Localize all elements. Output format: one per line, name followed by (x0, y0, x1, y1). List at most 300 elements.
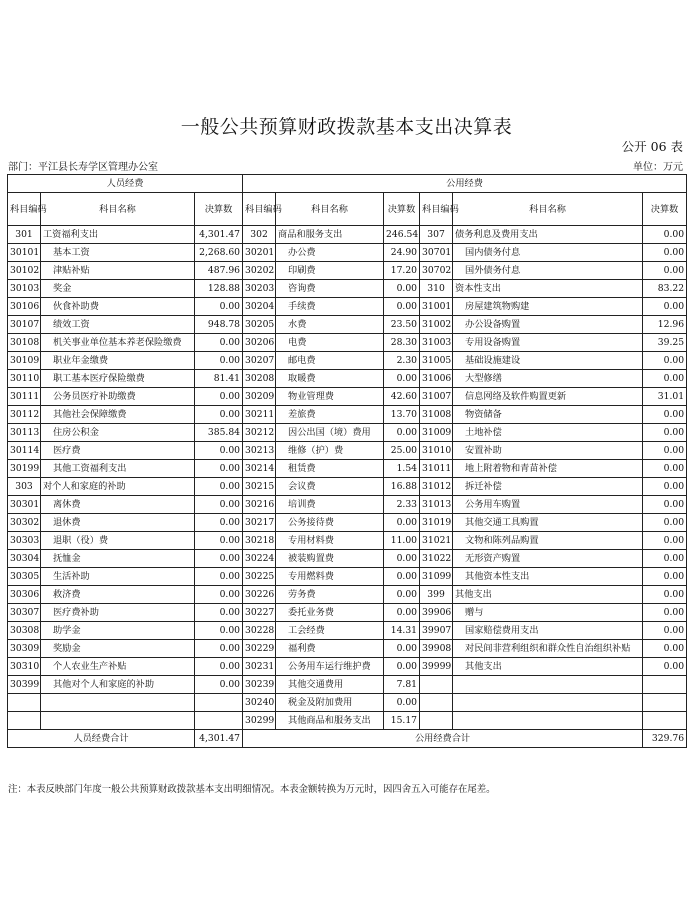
amount-cell: 0.00 (643, 262, 687, 280)
amount-cell: 0.00 (643, 568, 687, 586)
name-cell: 税金及附加费用 (276, 694, 384, 712)
amount-cell: 2,268.60 (195, 244, 243, 262)
name-cell: 拆迁补偿 (453, 478, 643, 496)
table-row (8, 226, 687, 244)
name-cell: 其他资本性支出 (453, 568, 643, 586)
code-cell: 31011 (420, 460, 453, 478)
amount-cell: 0.00 (643, 406, 687, 424)
amount-cell: 15.17 (384, 712, 420, 730)
table-row (8, 712, 687, 730)
code-cell: 30208 (243, 370, 276, 388)
table-row (8, 568, 687, 586)
name-cell: 国内债务付息 (453, 244, 643, 262)
code-cell: 30304 (8, 550, 41, 568)
code-cell: 31010 (420, 442, 453, 460)
amount-cell: 0.00 (195, 622, 243, 640)
name-cell: 其他支出 (453, 586, 643, 604)
amount-cell: 0.00 (195, 388, 243, 406)
code-cell: 30214 (243, 460, 276, 478)
name-cell: 对个人和家庭的补助 (41, 478, 195, 496)
amount-cell: 0.00 (384, 640, 420, 658)
table-row (8, 424, 687, 442)
amount-cell: 0.00 (643, 586, 687, 604)
code-cell: 30112 (8, 406, 41, 424)
name-cell: 退职（役）费 (41, 532, 195, 550)
amount-cell: 0.00 (384, 280, 420, 298)
amount-cell: 0.00 (643, 658, 687, 676)
name-cell: 办公设备购置 (453, 316, 643, 334)
name-cell: 租赁费 (276, 460, 384, 478)
code-cell: 30303 (8, 532, 41, 550)
amount-cell: 0.00 (643, 532, 687, 550)
amount-cell: 7.81 (384, 676, 420, 694)
name-cell: 其他社会保障缴费 (41, 406, 195, 424)
name-cell: 专用设备购置 (453, 334, 643, 352)
code-cell: 31008 (420, 406, 453, 424)
name-cell (453, 694, 643, 712)
header-code: 科目编码 (420, 193, 453, 226)
code-cell: 31007 (420, 388, 453, 406)
amount-cell: 385.84 (195, 424, 243, 442)
name-cell: 办公费 (276, 244, 384, 262)
table-row (8, 262, 687, 280)
code-cell: 31021 (420, 532, 453, 550)
code-cell: 30217 (243, 514, 276, 532)
table-row (8, 316, 687, 334)
table-row (8, 496, 687, 514)
amount-cell: 4,301.47 (195, 226, 243, 244)
total-row (8, 730, 687, 748)
amount-cell: 0.00 (195, 406, 243, 424)
amount-cell: 0.00 (195, 658, 243, 676)
code-cell: 30228 (243, 622, 276, 640)
code-cell: 303 (8, 478, 41, 496)
code-cell: 301 (8, 226, 41, 244)
code-cell: 31012 (420, 478, 453, 496)
amount-cell: 0.00 (643, 298, 687, 316)
amount-cell: 14.31 (384, 622, 420, 640)
name-cell: 医疗费补助 (41, 604, 195, 622)
code-cell: 30203 (243, 280, 276, 298)
code-cell: 30216 (243, 496, 276, 514)
name-cell: 医疗费 (41, 442, 195, 460)
code-cell: 30199 (8, 460, 41, 478)
amount-cell: 0.00 (384, 586, 420, 604)
name-cell (453, 676, 643, 694)
table-row (8, 352, 687, 370)
name-cell: 住房公积金 (41, 424, 195, 442)
name-cell: 物业管理费 (276, 388, 384, 406)
code-cell: 30239 (243, 676, 276, 694)
header-name: 科目名称 (41, 193, 195, 226)
name-cell: 对民间非营利组织和群众性自治组织补贴 (453, 640, 643, 658)
name-cell: 绩效工资 (41, 316, 195, 334)
name-cell: 工会经费 (276, 622, 384, 640)
name-cell: 退休费 (41, 514, 195, 532)
table-row (8, 622, 687, 640)
name-cell: 邮电费 (276, 352, 384, 370)
amount-cell: 0.00 (195, 496, 243, 514)
name-cell: 职业年金缴费 (41, 352, 195, 370)
code-cell: 30307 (8, 604, 41, 622)
section-header-row (8, 175, 687, 193)
name-cell: 水费 (276, 316, 384, 334)
amount-cell: 0.00 (195, 568, 243, 586)
header-amount: 决算数 (384, 193, 420, 226)
name-cell: 个人农业生产补贴 (41, 658, 195, 676)
table-row (8, 514, 687, 532)
amount-cell: 39.25 (643, 334, 687, 352)
amount-cell (195, 694, 243, 712)
code-cell: 31019 (420, 514, 453, 532)
code-cell: 30111 (8, 388, 41, 406)
name-cell: 其他交通工具购置 (453, 514, 643, 532)
name-cell (41, 694, 195, 712)
amount-cell: 0.00 (195, 460, 243, 478)
table-number: 公开 06 表 (621, 139, 683, 154)
name-cell: 救济费 (41, 586, 195, 604)
name-cell: 文物和陈列品购置 (453, 532, 643, 550)
amount-cell: 128.88 (195, 280, 243, 298)
code-cell: 30109 (8, 352, 41, 370)
name-cell: 培训费 (276, 496, 384, 514)
amount-cell: 13.70 (384, 406, 420, 424)
amount-cell: 487.96 (195, 262, 243, 280)
name-cell: 生活补助 (41, 568, 195, 586)
name-cell: 商品和服务支出 (276, 226, 384, 244)
code-cell: 30399 (8, 676, 41, 694)
column-header-row (8, 193, 687, 226)
code-cell: 31099 (420, 568, 453, 586)
name-cell: 公务员医疗补助缴费 (41, 388, 195, 406)
name-cell: 因公出国（境）费用 (276, 424, 384, 442)
name-cell: 委托业务费 (276, 604, 384, 622)
amount-cell: 0.00 (643, 514, 687, 532)
amount-cell: 0.00 (643, 352, 687, 370)
amount-cell (643, 676, 687, 694)
name-cell: 债务利息及费用支出 (453, 226, 643, 244)
amount-cell: 0.00 (643, 244, 687, 262)
name-cell: 基础设施建设 (453, 352, 643, 370)
amount-cell: 0.00 (195, 478, 243, 496)
amount-cell: 0.00 (195, 352, 243, 370)
amount-cell (195, 712, 243, 730)
name-cell: 劳务费 (276, 586, 384, 604)
table-row (8, 280, 687, 298)
code-cell: 30201 (243, 244, 276, 262)
table-row (8, 676, 687, 694)
code-cell: 31001 (420, 298, 453, 316)
code-cell (8, 694, 41, 712)
footnote: 注：本表反映部门年度一般公共预算财政拨款基本支出明细情况。本表金额转换为万元时，因四舍五入可能存在尾差。 (8, 784, 496, 795)
header-name: 科目名称 (453, 193, 643, 226)
header-name: 科目名称 (276, 193, 384, 226)
table-row (8, 298, 687, 316)
amount-cell: 0.00 (195, 640, 243, 658)
amount-cell: 0.00 (643, 442, 687, 460)
table-row (8, 604, 687, 622)
code-cell: 30206 (243, 334, 276, 352)
code-cell: 30226 (243, 586, 276, 604)
name-cell: 助学金 (41, 622, 195, 640)
code-cell: 31003 (420, 334, 453, 352)
table-row (8, 370, 687, 388)
code-cell: 30702 (420, 262, 453, 280)
header-amount: 决算数 (643, 193, 687, 226)
name-cell: 国家赔偿费用支出 (453, 622, 643, 640)
code-cell: 30224 (243, 550, 276, 568)
code-cell: 30204 (243, 298, 276, 316)
code-cell: 310 (420, 280, 453, 298)
amount-cell: 28.30 (384, 334, 420, 352)
name-cell: 安置补助 (453, 442, 643, 460)
table-row (8, 406, 687, 424)
name-cell: 无形资产购置 (453, 550, 643, 568)
total-personnel-label: 人员经费合计 (8, 730, 195, 748)
table-row (8, 658, 687, 676)
amount-cell: 12.96 (643, 316, 687, 334)
code-cell: 30106 (8, 298, 41, 316)
amount-cell: 0.00 (384, 694, 420, 712)
name-cell: 国外债务付息 (453, 262, 643, 280)
amount-cell: 23.50 (384, 316, 420, 334)
amount-cell: 17.20 (384, 262, 420, 280)
amount-cell: 0.00 (643, 550, 687, 568)
amount-cell: 0.00 (384, 298, 420, 316)
code-cell: 30701 (420, 244, 453, 262)
header-code: 科目编码 (243, 193, 276, 226)
amount-cell: 246.54 (384, 226, 420, 244)
amount-cell (643, 712, 687, 730)
name-cell: 基本工资 (41, 244, 195, 262)
name-cell: 会议费 (276, 478, 384, 496)
name-cell: 公务接待费 (276, 514, 384, 532)
code-cell: 30225 (243, 568, 276, 586)
amount-cell: 0.00 (643, 604, 687, 622)
code-cell: 39908 (420, 640, 453, 658)
code-cell: 31009 (420, 424, 453, 442)
unit-label: 单位：万元 (633, 162, 683, 173)
total-public-label: 公用经费合计 (243, 730, 643, 748)
amount-cell: 24.90 (384, 244, 420, 262)
code-cell: 302 (243, 226, 276, 244)
table-row (8, 460, 687, 478)
amount-cell: 0.00 (384, 568, 420, 586)
code-cell (8, 712, 41, 730)
code-cell: 30202 (243, 262, 276, 280)
name-cell: 咨询费 (276, 280, 384, 298)
name-cell: 奖金 (41, 280, 195, 298)
code-cell: 30107 (8, 316, 41, 334)
amount-cell: 2.30 (384, 352, 420, 370)
amount-cell: 16.88 (384, 478, 420, 496)
code-cell: 30212 (243, 424, 276, 442)
code-cell (420, 694, 453, 712)
amount-cell: 0.00 (195, 586, 243, 604)
amount-cell: 83.22 (643, 280, 687, 298)
table-row (8, 532, 687, 550)
table-row (8, 334, 687, 352)
name-cell: 职工基本医疗保险缴费 (41, 370, 195, 388)
amount-cell: 2.33 (384, 496, 420, 514)
code-cell: 30215 (243, 478, 276, 496)
name-cell: 维修（护）费 (276, 442, 384, 460)
amount-cell: 11.00 (384, 532, 420, 550)
name-cell: 手续费 (276, 298, 384, 316)
code-cell: 30302 (8, 514, 41, 532)
code-cell: 30308 (8, 622, 41, 640)
code-cell: 31005 (420, 352, 453, 370)
name-cell: 伙食补助费 (41, 298, 195, 316)
code-cell: 30310 (8, 658, 41, 676)
code-cell: 30108 (8, 334, 41, 352)
amount-cell: 0.00 (384, 658, 420, 676)
name-cell: 其他支出 (453, 658, 643, 676)
amount-cell: 0.00 (384, 514, 420, 532)
code-cell: 30209 (243, 388, 276, 406)
code-cell: 30306 (8, 586, 41, 604)
amount-cell: 25.00 (384, 442, 420, 460)
code-cell: 31013 (420, 496, 453, 514)
department-label: 部门：平江县长寿学区管理办公室 (8, 162, 158, 173)
code-cell: 399 (420, 586, 453, 604)
code-cell: 30240 (243, 694, 276, 712)
name-cell: 资本性支出 (453, 280, 643, 298)
amount-cell: 0.00 (195, 676, 243, 694)
code-cell: 39907 (420, 622, 453, 640)
name-cell: 抚恤金 (41, 550, 195, 568)
header-code: 科目编码 (8, 193, 41, 226)
section-personnel: 人员经费 (8, 175, 243, 193)
table-row (8, 640, 687, 658)
amount-cell: 1.54 (384, 460, 420, 478)
amount-cell: 0.00 (384, 370, 420, 388)
name-cell: 印刷费 (276, 262, 384, 280)
code-cell: 30231 (243, 658, 276, 676)
name-cell: 被装购置费 (276, 550, 384, 568)
name-cell: 专用燃料费 (276, 568, 384, 586)
name-cell: 奖励金 (41, 640, 195, 658)
code-cell: 30229 (243, 640, 276, 658)
header-amount: 决算数 (195, 193, 243, 226)
name-cell: 机关事业单位基本养老保险缴费 (41, 334, 195, 352)
name-cell: 公务用车购置 (453, 496, 643, 514)
amount-cell: 0.00 (195, 334, 243, 352)
name-cell (453, 712, 643, 730)
code-cell: 30101 (8, 244, 41, 262)
code-cell: 30301 (8, 496, 41, 514)
name-cell: 赠与 (453, 604, 643, 622)
amount-cell: 42.60 (384, 388, 420, 406)
amount-cell: 81.41 (195, 370, 243, 388)
code-cell (420, 712, 453, 730)
code-cell: 30299 (243, 712, 276, 730)
code-cell: 30218 (243, 532, 276, 550)
name-cell: 房屋建筑物购建 (453, 298, 643, 316)
amount-cell: 0.00 (195, 298, 243, 316)
code-cell: 30102 (8, 262, 41, 280)
code-cell: 30110 (8, 370, 41, 388)
amount-cell: 0.00 (195, 514, 243, 532)
total-personnel-value: 4,301.47 (195, 730, 243, 748)
code-cell: 30213 (243, 442, 276, 460)
code-cell: 30227 (243, 604, 276, 622)
code-cell: 31006 (420, 370, 453, 388)
code-cell (420, 676, 453, 694)
name-cell: 土地补偿 (453, 424, 643, 442)
table-row (8, 442, 687, 460)
amount-cell: 0.00 (643, 478, 687, 496)
amount-cell: 0.00 (643, 424, 687, 442)
name-cell: 其他商品和服务支出 (276, 712, 384, 730)
expenditure-table (7, 174, 687, 748)
code-cell: 307 (420, 226, 453, 244)
name-cell: 地上附着物和青苗补偿 (453, 460, 643, 478)
amount-cell: 0.00 (643, 226, 687, 244)
name-cell (41, 712, 195, 730)
table-row (8, 478, 687, 496)
code-cell: 30114 (8, 442, 41, 460)
amount-cell: 0.00 (195, 550, 243, 568)
code-cell: 39906 (420, 604, 453, 622)
table-row (8, 388, 687, 406)
amount-cell (643, 694, 687, 712)
amount-cell: 0.00 (643, 460, 687, 478)
amount-cell: 31.01 (643, 388, 687, 406)
table-row (8, 550, 687, 568)
code-cell: 31002 (420, 316, 453, 334)
amount-cell: 0.00 (195, 604, 243, 622)
table-row (8, 586, 687, 604)
name-cell: 工资福利支出 (41, 226, 195, 244)
table-row (8, 244, 687, 262)
code-cell: 30211 (243, 406, 276, 424)
name-cell: 物资储备 (453, 406, 643, 424)
name-cell: 其他工资福利支出 (41, 460, 195, 478)
code-cell: 39999 (420, 658, 453, 676)
amount-cell: 948.78 (195, 316, 243, 334)
name-cell: 信息网络及软件购置更新 (453, 388, 643, 406)
name-cell: 专用材料费 (276, 532, 384, 550)
table-row (8, 694, 687, 712)
amount-cell: 0.00 (643, 496, 687, 514)
amount-cell: 0.00 (195, 442, 243, 460)
code-cell: 30113 (8, 424, 41, 442)
name-cell: 离休费 (41, 496, 195, 514)
amount-cell: 0.00 (643, 622, 687, 640)
name-cell: 取暖费 (276, 370, 384, 388)
amount-cell: 0.00 (384, 424, 420, 442)
name-cell: 公务用车运行维护费 (276, 658, 384, 676)
name-cell: 大型修缮 (453, 370, 643, 388)
code-cell: 31022 (420, 550, 453, 568)
amount-cell: 0.00 (384, 550, 420, 568)
name-cell: 津贴补贴 (41, 262, 195, 280)
section-public: 公用经费 (243, 175, 687, 193)
name-cell: 其他交通费用 (276, 676, 384, 694)
amount-cell: 0.00 (643, 370, 687, 388)
total-public-value: 329.76 (643, 730, 687, 748)
name-cell: 差旅费 (276, 406, 384, 424)
amount-cell: 0.00 (643, 640, 687, 658)
code-cell: 30103 (8, 280, 41, 298)
code-cell: 30305 (8, 568, 41, 586)
code-cell: 30309 (8, 640, 41, 658)
page-title: 一般公共预算财政拨款基本支出决算表 (180, 116, 513, 138)
amount-cell: 0.00 (384, 604, 420, 622)
code-cell: 30205 (243, 316, 276, 334)
name-cell: 其他对个人和家庭的补助 (41, 676, 195, 694)
